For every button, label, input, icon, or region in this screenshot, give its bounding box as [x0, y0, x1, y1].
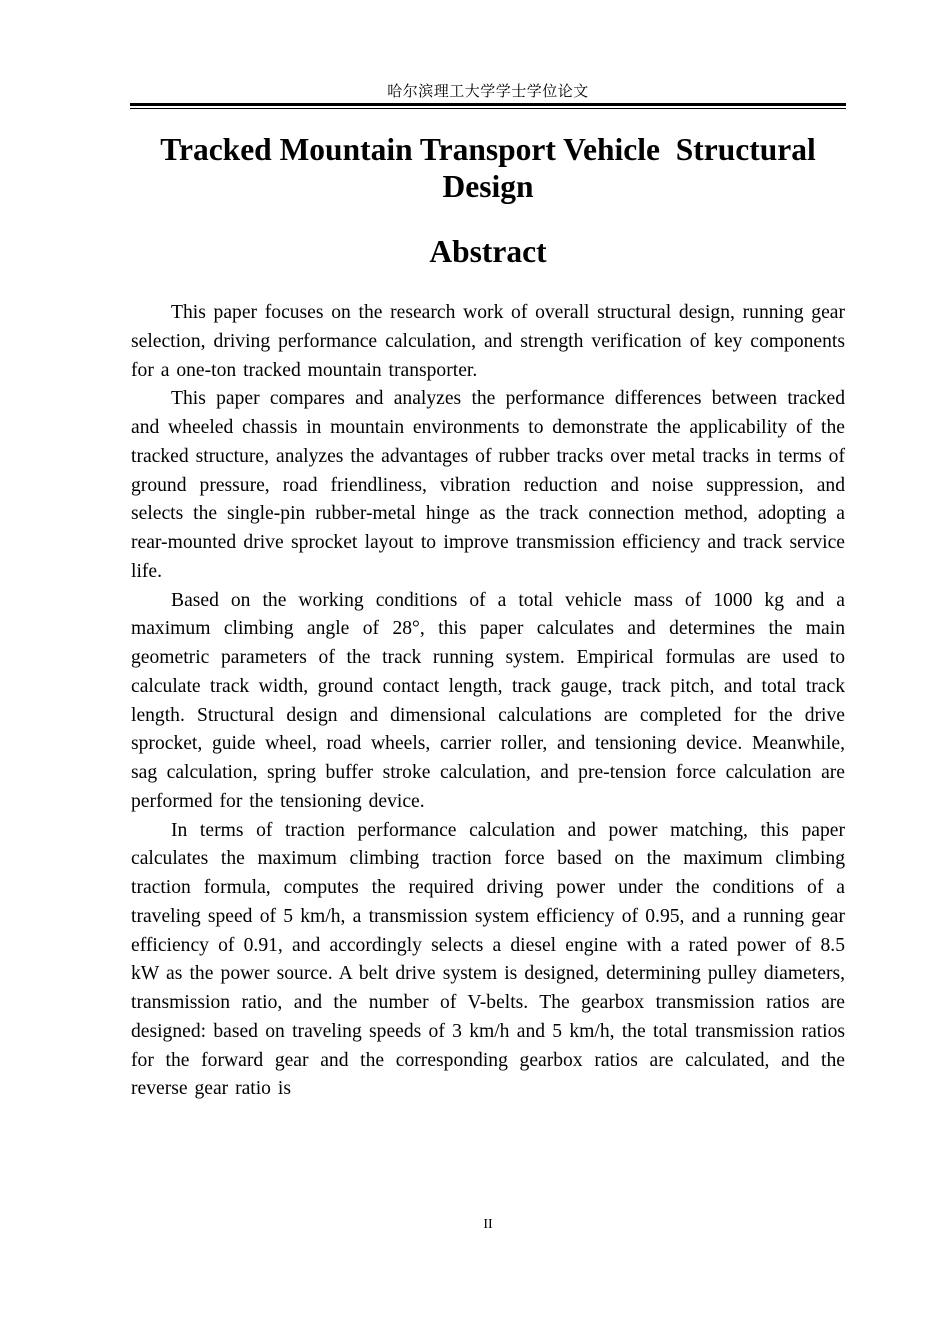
- abstract-paragraph-4: In terms of traction performance calculation and power matching, this paper calculates the maximum climbing traction force based on the maximum climbing traction formula, computes the required driving power under the conditions of a traveling speed of 5 km/h, a transmission system efficiency of 0.95, and a running gear efficiency of 0.91, and accordingly selects a diesel engine with a rated power of 8.5 kW as the power source. A belt drive system is designed, determining pulley diameters, transmission ratio, and the number of V-belts. The gearbox transmission ratios are designed: based on traveling speeds of 3 km/h and 5 km/h, the total transmission ratios for the forward gear and the corresponding gearbox ratios are calculated, and the reverse gear ratio is: [131, 819, 845, 1100]
- header-rule-thick: [130, 103, 846, 106]
- abstract-heading: Abstract: [429, 234, 547, 269]
- page-number: II: [483, 1217, 493, 1232]
- abstract-paragraph-2: This paper compares and analyzes the performance differences between tracked and wheeled chassis in mountain environments to demonstrate the applicability of the tracked structure, analyzes the advantages of rubber tracks over metal tracks in terms of ground pressure, road friendliness, vibration reduction and noise suppression, and selects the single-pin rubber-metal hinge as the track connection method, adopting a rear-mounted drive sprocket layout to improve transmission efficiency and track service life.: [131, 388, 845, 582]
- thesis-title: Tracked Mountain Transport Vehicle Structural Design: [160, 132, 824, 204]
- running-header: 哈尔滨理工大学学士学位论文: [387, 82, 589, 100]
- abstract-paragraph-3: Based on the working conditions of a total vehicle mass of 1000 kg and a maximum climbing angle of 28°, this paper calculates and determines the main geometric parameters of the track running system. Empirical formulas are used to calculate track width, ground contact length, track gauge, track pitch, and total track length. Structural design and dimensional calculations are completed for the drive sprocket, guide wheel, road wheels, carrier roller, and tensioning device. Meanwhile, sag calculation, spring buffer stroke calculation, and pre-tension force calculation are performed for the tensioning device.: [131, 589, 845, 812]
- abstract-body: [131, 299, 845, 1104]
- abstract-paragraph-1: This paper focuses on the research work of overall structural design, running gear selection, driving performance calculation, and strength verification of key components for a one-ton tracked mountain transporter.: [131, 302, 845, 381]
- header-rule-thin: [130, 108, 846, 109]
